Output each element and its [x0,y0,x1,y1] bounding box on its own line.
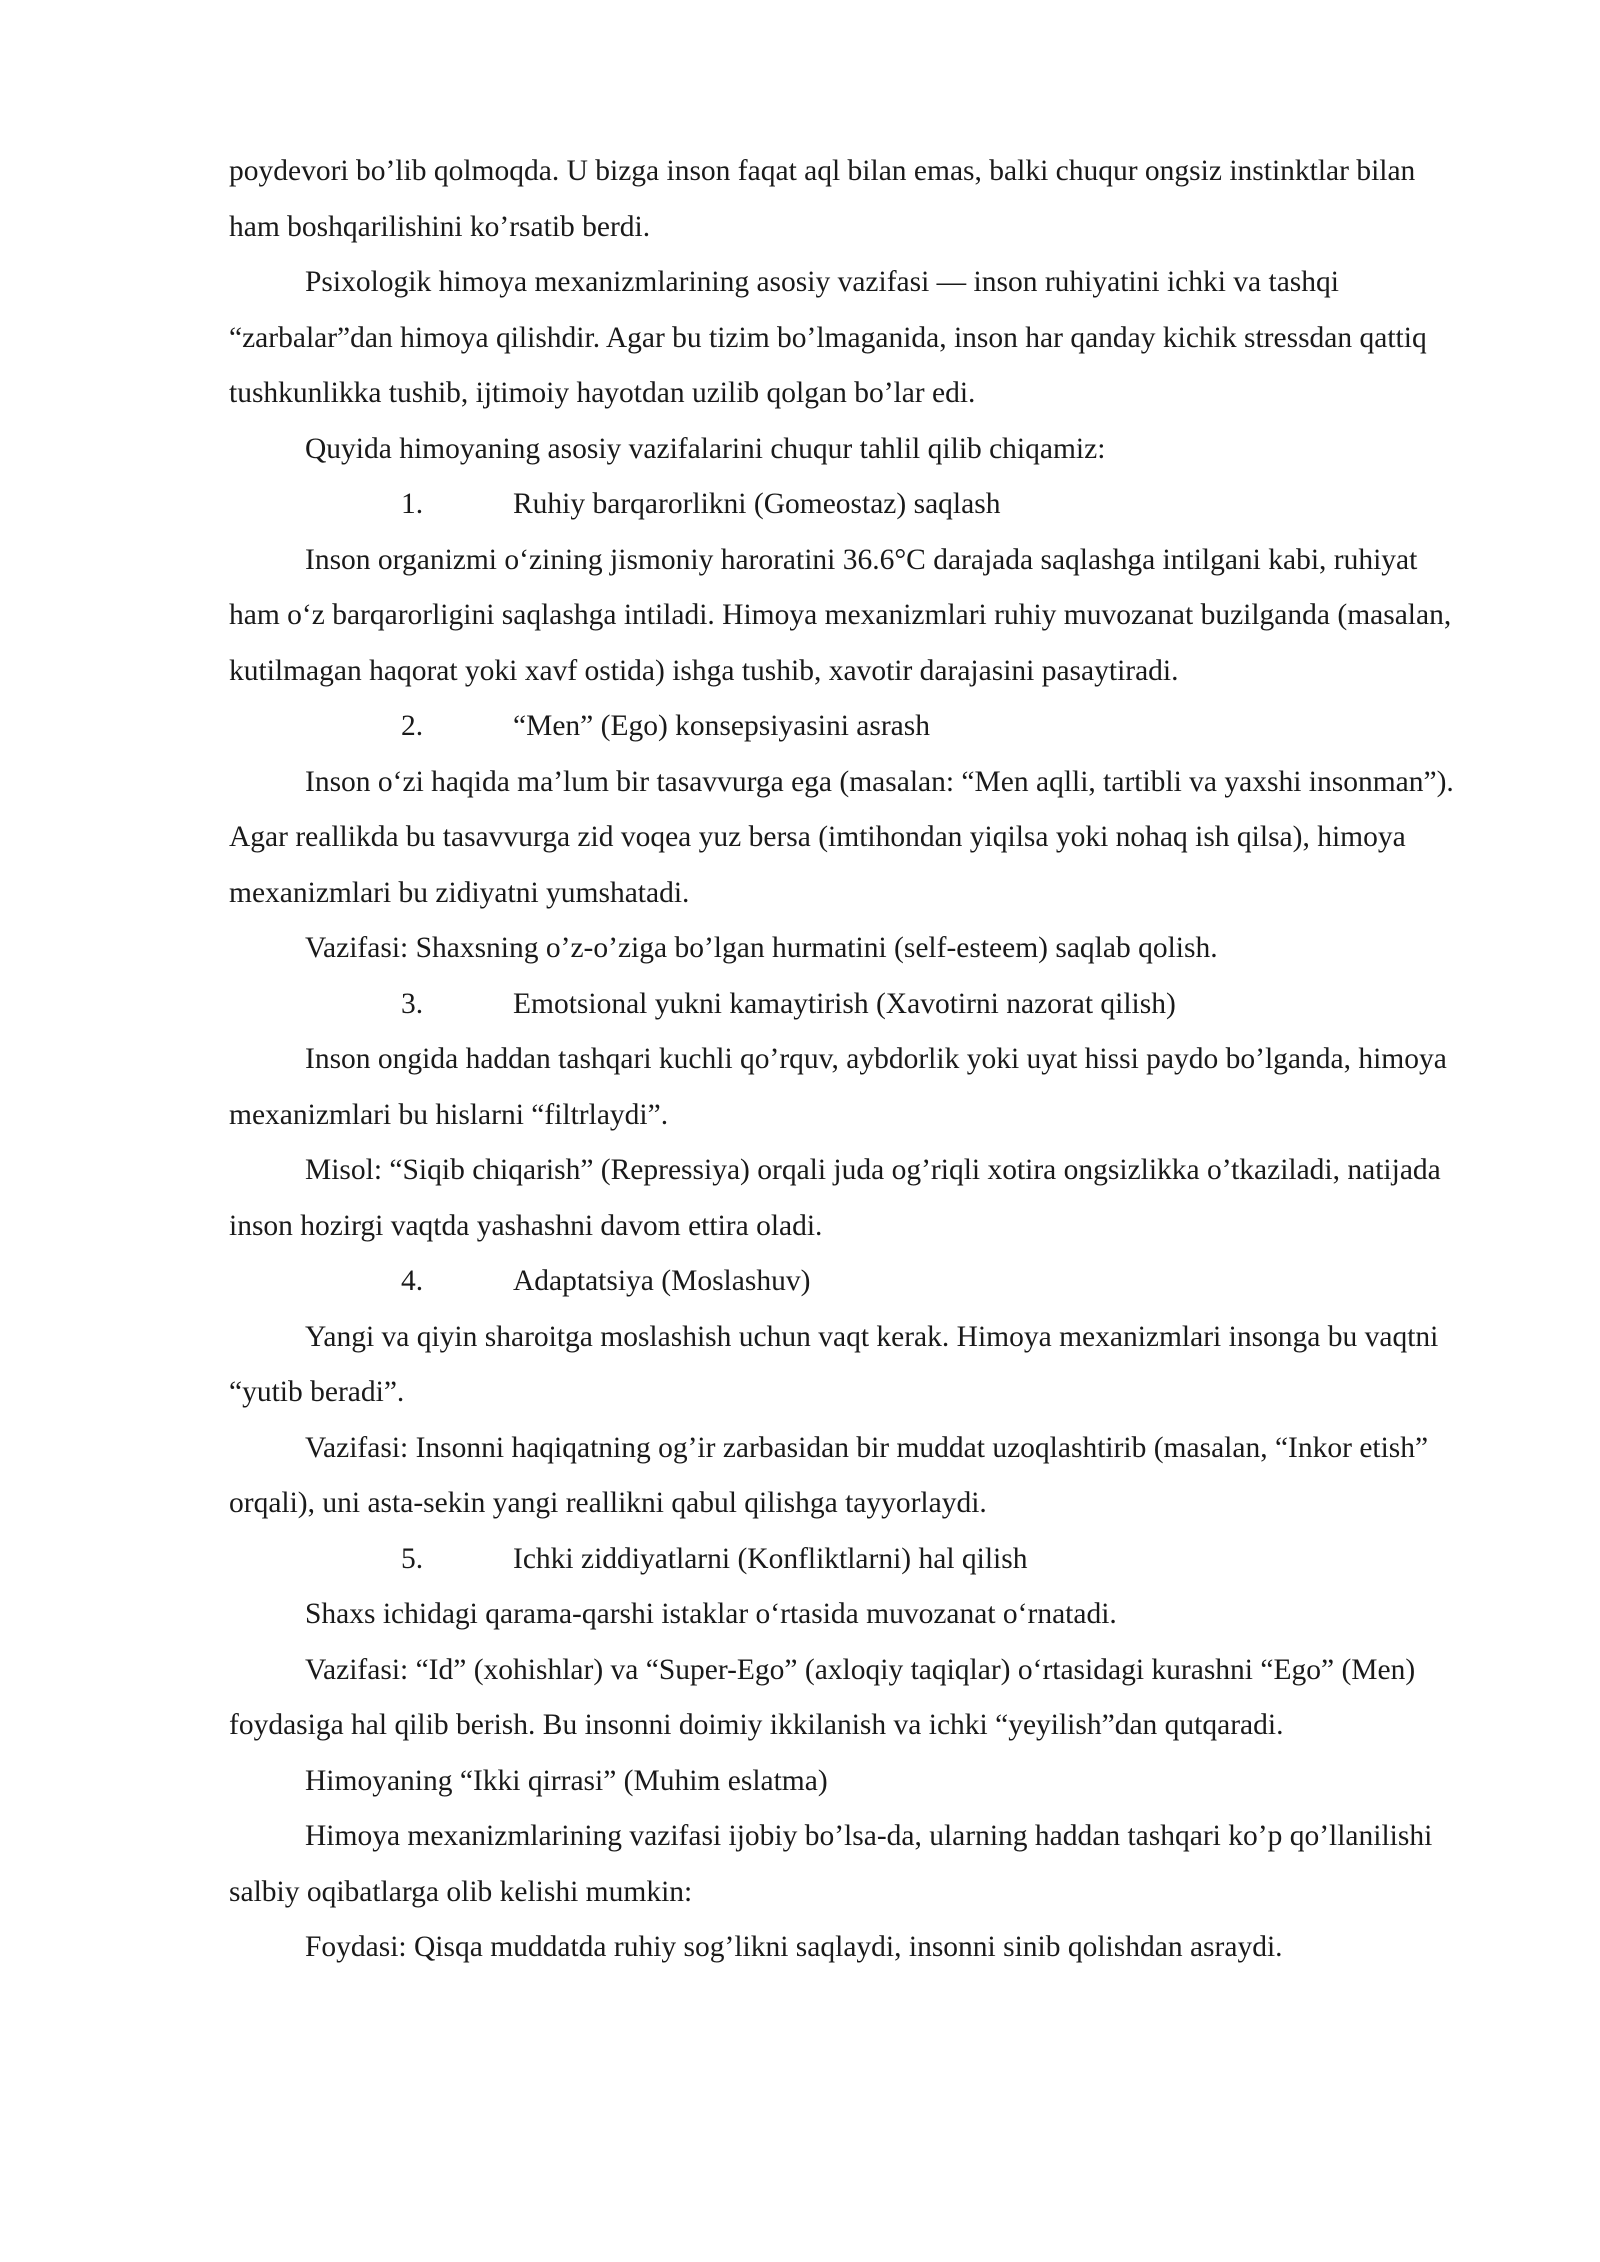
list-item [229,699,1469,755]
list-item [229,1532,1469,1588]
paragraph: Inson ongida haddan tashqari kuchli qo’rquv, aybdorlik yoki uyat hissi paydo bo’lganda, himoya mexanizmlari bu hislarni “filtrlaydi”. [229,1043,1447,1131]
paragraph: Yangi va qiyin sharoitga moslashish uchun vaqt kerak. Himoya mexanizmlari insonga bu vaqtni “yutib beradi”. [229,1320,1439,1408]
list-item [229,977,1469,1033]
paragraph: Shaxs ichidagi qarama-qarshi istaklar o‘rtasida muvozanat o‘rnatadi. [305,1598,1117,1630]
paragraph: Himoya mexanizmlarining vazifasi ijobiy bo’lsa-da, ularning haddan tashqari ko’p qo’llanilishi salbiy oqibatlarga olib kelishi mumkin: [229,1820,1433,1908]
list-item-number: 5. [401,1542,424,1575]
list-item-heading: Ichki ziddiyatlarni (Konfliktlarni) hal qilish [513,1542,1028,1575]
subheading: Himoyaning “Ikki qirrasi” (Muhim eslatma) [305,1764,828,1797]
list-item-heading: Emotsional yukni kamaytirish (Xavotirni nazorat qilish) [513,987,1176,1020]
paragraph: Quyida himoyaning asosiy vazifalarini chuqur tahlil qilib chiqamiz: [305,432,1106,465]
paragraph: Foydasi: Qisqa muddatda ruhiy sog’likni saqlaydi, insonni sinib qolishdan asraydi. [305,1931,1283,1963]
list-item-number: 4. [401,1265,424,1297]
list-item [229,1254,1469,1310]
paragraph: Inson o‘zi haqida ma’lum bir tasavvurga ega (masalan: “Men aqlli, tartibli va yaxshi insonman”). Agar reallikda bu tasavvurga zid voqea yuz bersa (imtihondan yiqilsa yoki nohaq ish qilsa), himoya mexanizmlari bu zidiyatni yumshatadi. [229,765,1454,909]
paragraph: Misol: “Siqib chiqarish” (Repressiya) orqali juda og’riqli xotira ongsizlikka o’tkaziladi, natijada inson hozirgi vaqtda yashashni davom ettira oladi. [229,1154,1441,1242]
list-item-number: 1. [401,488,424,520]
paragraph: Vazifasi: Insonni haqiqatning og’ir zarbasidan bir muddat uzoqlashtirib (masalan, “Inkor etish” orqali), uni asta-sekin yangi reallikni qabul qilishga tayyorlaydi. [229,1431,1429,1519]
paragraph: Vazifasi: Shaxsning o’z-o’ziga bo’lgan hurmatini (self-esteem) saqlab qolish. [305,932,1218,964]
list-item [229,477,1469,533]
list-item-number: 3. [401,987,424,1020]
list-item-heading: Ruhiy barqarorlikni (Gomeostaz) saqlash [513,488,1001,520]
list-item-number: 2. [401,710,424,742]
list-item-heading: Adaptatsiya (Moslashuv) [513,1265,811,1297]
paragraph: Vazifasi: “Id” (xohishlar) va “Super-Ego” (axloqiy taqiqlar) o‘rtasidagi kurashni “Ego” (Men) foydasiga hal qilib berish. Bu insonni doimiy ikkilanish va ichki “yeyilish”dan qutqaradi. [229,1653,1416,1741]
list-item-heading: “Men” (Ego) konsepsiyasini asrash [513,710,930,742]
document-body [229,144,1469,1976]
paragraph-continuation: poydevori bo’lib qolmoqda. U bizga inson faqat aql bilan emas, balki chuqur ongsiz instinktlar bilan ham boshqarilishini ko’rsatib berdi. [229,155,1416,243]
paragraph: Psixologik himoya mexanizmlarining asosiy vazifasi — inson ruhiyatini ichki va tashqi “zarbalar”dan himoya qilishdir. Agar bu tizim bo’lmaganida, inson har qanday kichik stressdan qattiq tushkunlikka tushib, ijtimoiy hayotdan uzilib qolgan bo’lar edi. [229,266,1427,409]
paragraph: Inson organizmi o‘zining jismoniy haroratini 36.6°C darajada saqlashga intilgani kabi, ruhiyat ham o‘z barqarorligini saqlashga intiladi. Himoya mexanizmlari ruhiy muvozanat buzilganda (masalan, kutilmagan haqorat yoki xavf ostida) ishga tushib, xavotir darajasini pasaytiradi. [229,543,1452,687]
